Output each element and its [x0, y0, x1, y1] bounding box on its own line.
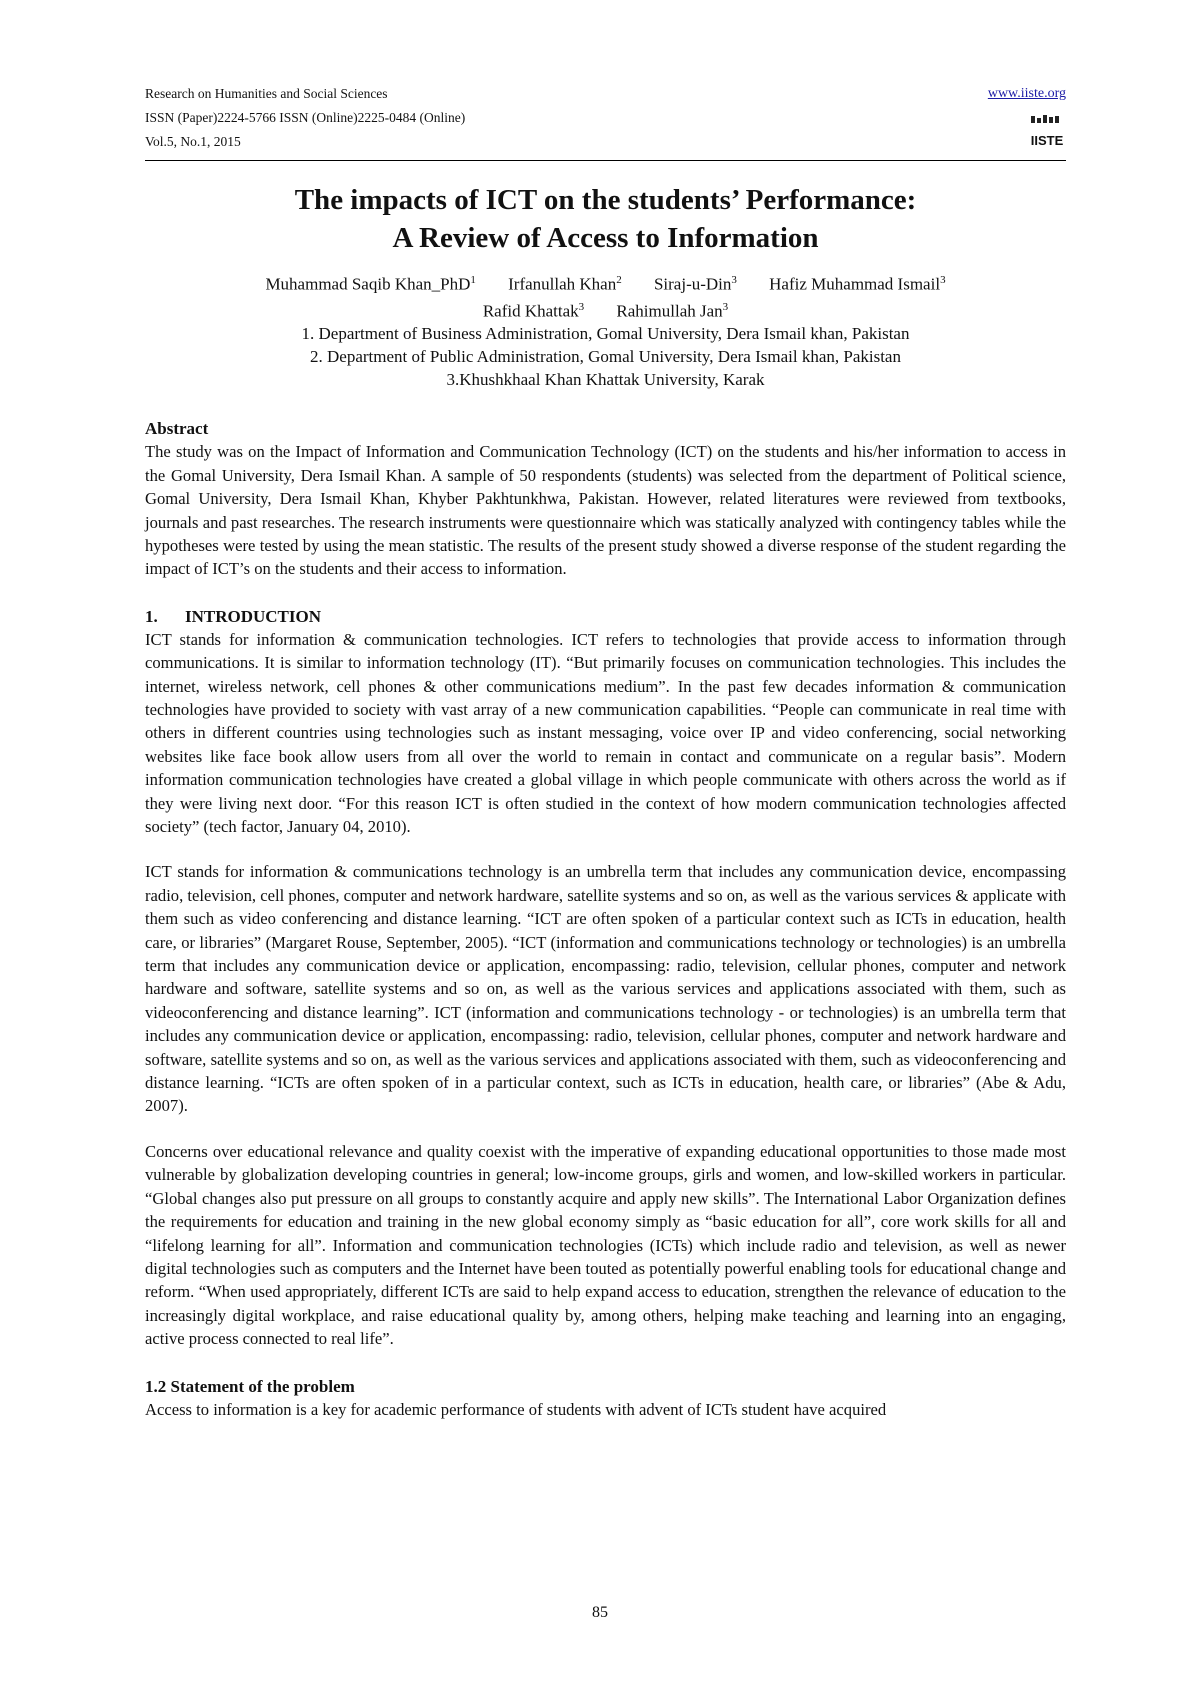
volume-line: Vol.5, No.1, 2015	[145, 134, 241, 149]
abstract-heading: Abstract	[145, 419, 209, 439]
affiliation-1: 1. Department of Business Administration, Gomal University, Dera Ismail khan, Pakistan	[301, 324, 910, 344]
intro-paragraph-1: ICT stands for information & communication technologies. ICT refers to technologies that provide access to information through communications. It is similar to information technology (IT). “But primarily focuses on communication technologies. This includes the internet, wireless network, cell phones & other communications medium”. In the past few decades information & communication technologies have provided to society with vast array of a new communication capabilities. “People can communicate in real time with others in different countries using technologies such as instant messaging, voice over IP and video conferencing, social networking websites like face book allow users from all over the world to remain in contact and communicate on a regular basis”. Modern information communication technologies have created a global village in which people communicate with others across the world as if they were living next door. “For this reason ICT is often studied in the context of how modern communication technologies affected society” (tech factor, January 04, 2010).	[145, 629, 1066, 836]
author-name: Rahimullah Jan	[616, 301, 723, 321]
journal-header	[145, 82, 1066, 154]
abstract-text: The study was on the Impact of Information and Communication Technology (ICT) on the students and his/her information to access in the Gomal University, Dera Ismail Khan. A sample of 50 respondents (students) was selected from the department of Political science, Gomal University, Dera Ismail Khan, Khyber Pakhtunkhwa, Pakistan. However, related literatures were reviewed from textbooks, journals and past researches. The research instruments were questionnaire which was statically analyzed with contingency tables while the hypotheses were tested by using the mean statistic. The results of the present study showed a diverse response of the student regarding the impact of ICT’s on the students and their access to information.	[145, 442, 1066, 579]
page-number: 85	[592, 1604, 608, 1621]
affiliation-3: 3.Khushkhaal Khan Khattak University, Karak	[446, 370, 765, 390]
affiliation-2: 2. Department of Public Administration, Gomal University, Dera Ismail khan, Pakistan	[310, 347, 901, 367]
iiste-logo-icon	[1028, 114, 1066, 152]
intro-paragraph-2: ICT stands for information & communications technology is an umbrella term that includes any communication device, encompassing radio, television, cell phones, computer and network hardware, satellite systems and so on, as well as the various services & applicate with them such as video conferencing and distance learning. “ICT are often spoken of a particular context such as ICTs in education, health care, or libraries” (Margaret Rouse, September, 2005). “ICT (information and communications technology or technologies) is an umbrella term that includes any communication device or application, encompassing: radio, television, cellular phones, computer and network hardware and software, satellite systems and so on, as well as the various services and applications associated with them, such as videoconferencing and distance learning”. ICT (information and communications technology - or technologies) is an umbrella term that includes any communication device or application, encompassing: radio, television, cellular phones, computer and network hardware and software, satellite systems and so on, as well as the various services and applications associated with them, such as videoconferencing and distance learning. “ICTs are often spoken of in a particular context, such as ICTs in education, health care, or libraries” (Abe & Adu, 2007).	[145, 862, 1066, 1116]
issn-line: ISSN (Paper)2224-5766 ISSN (Online)2225-0484 (Online)	[145, 110, 466, 125]
author-name: Rafid Khattak	[482, 301, 579, 321]
introduction-heading: 1. INTRODUCTION	[145, 606, 322, 626]
author-name: Muhammad Saqib Khan_PhD	[265, 274, 471, 294]
journal-name: Research on Humanities and Social Sciences	[145, 86, 388, 101]
paper-page	[145, 82, 1066, 1421]
problem-statement-heading: 1.2 Statement of the problem	[145, 1376, 355, 1396]
intro-paragraph-3: Concerns over educational relevance and quality coexist with the imperative of expanding educational opportunities to those made most vulnerable by globalization developing countries in general; low-income groups, girls and women, and low-skilled workers in particular. “Global changes also put pressure on all groups to constantly acquire and apply new skills”. The International Labor Organization defines the requirements for education and training in the new global economy simply as “basic education for all”, core work skills for all and “lifelong learning for all”. Information and communication technologies (ICTs) which include radio and television, as well as newer digital technologies such as computers and the Internet have been touted as potentially powerful enabling tools for educational change and reform. “When used appropriately, different ICTs are said to help expand access to education, strengthen the relevance of education to the increasingly digital workplace, and raise educational quality by, among others, helping make teaching and learning into an engaging, active process connected to real life”.	[145, 1141, 1066, 1349]
paper-title: The impacts of ICT on the students’ Performance: A Review of Access to Information	[294, 184, 917, 254]
author-name: Irfanullah Khan	[508, 274, 617, 294]
author-list: Muhammad Saqib Khan_PhD$^1$ Irfanullah Khan$^2$ Siraj-u-Din$^3$ Hafiz Muhammad Ismail$^3$ Rafid Khattak$^3$ Rahimullah Jan$^3$	[265, 274, 946, 321]
journal-url-link[interactable]: www.iiste.org	[987, 86, 1066, 101]
author-name: Hafiz Muhammad Ismail	[769, 274, 941, 294]
author-name: Siraj-u-Din	[653, 274, 732, 294]
affiliations	[145, 322, 1066, 391]
problem-paragraph: Access to information is a key for academic performance of students with advent of ICTs student have acquired	[145, 1399, 887, 1419]
header-rule	[145, 160, 1066, 161]
svg-text:IISTE: IISTE	[1030, 133, 1064, 148]
